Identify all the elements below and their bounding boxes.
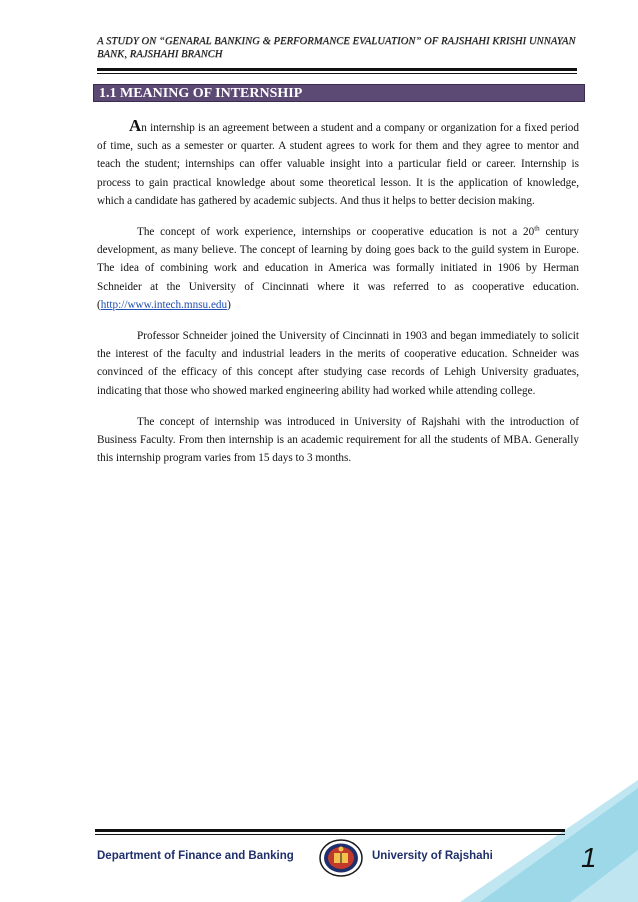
paragraph-1-text: n internship is an agreement between a student and a company or organization for a fixed period of time, such as a semester or quarter. A student agrees to work for them and they agree to mentor and teach the student; internships can offer valuable insight into a particular field or career. Internship is process to gain practical knowledge about some theoretical lesson. It is the application of knowledge, which a candidate has gathered by academic subjects. And thus it helps to better decision making. <box>97 122 579 207</box>
paragraph-1 <box>97 117 579 210</box>
ordinal-superscript: th <box>534 224 540 233</box>
paragraph-2 <box>97 223 579 314</box>
footer-divider-thin <box>95 834 565 835</box>
paragraph-2-text-b: century development, as many believe. The concept of learning by doing goes back to the guild system in Europe. The idea of combining work and education in America was formally initiated in 1906 by Herman Schneider at the University of Cincinnati where it was referred to as cooperative education. ( <box>97 226 579 311</box>
footer-department: Department of Finance and Banking <box>97 850 294 862</box>
footer-university: University of Rajshahi <box>372 850 493 862</box>
running-header-title: A STUDY ON “GENARAL BANKING & PERFORMANCE EVALUATION” OF RAJSHAHI KRISHI UNNAYAN BANK, RAJSHAHI BRANCH <box>97 36 576 60</box>
paragraph-2-close: ) <box>227 298 231 311</box>
footer-divider-thick <box>95 829 565 832</box>
paragraph-4: The concept of internship was introduced in University of Rajshahi with the introduction of Business Faculty. From then internship is an academic requirement for all the students of MBA. Generally this internship program varies from 15 days to 3 months. <box>97 415 579 465</box>
drop-cap: A <box>129 116 142 135</box>
header-divider-thin <box>97 73 577 74</box>
section-heading: 1.1 MEANING OF INTERNSHIP <box>93 84 585 102</box>
paragraph-2-text-a: The concept of work experience, internships or cooperative education is not a 20 <box>137 226 535 239</box>
page-number: 1 <box>581 842 597 873</box>
header-divider-thick <box>97 68 577 71</box>
corner-decoration <box>440 780 638 902</box>
reference-link[interactable]: http://www.intech.mnsu.edu <box>100 298 228 311</box>
paragraph-3: Professor Schneider joined the University of Cincinnati in 1903 and began immediately to solicit the interest of the faculty and industrial leaders in the merits of cooperative education. Schneider was convinced of the efficacy of this concept after studying case records of Lehigh University graduates, indicating that those who showed marked engineering ability had worked while attending college. <box>97 330 579 397</box>
university-seal-icon <box>318 838 364 878</box>
body-text <box>97 117 579 480</box>
